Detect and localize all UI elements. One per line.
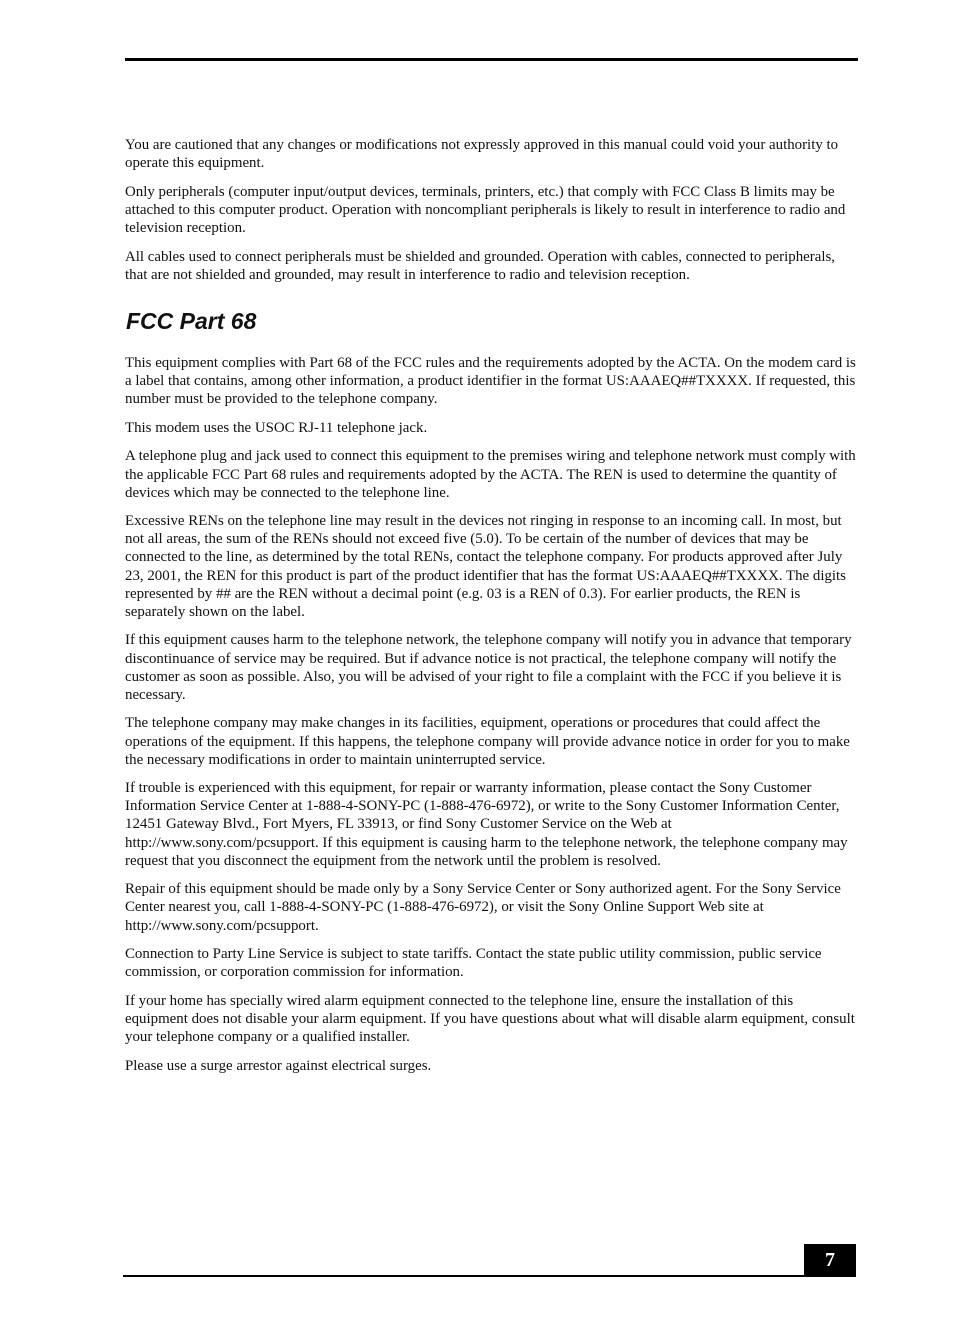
section-paragraph-3: A telephone plug and jack used to connect this equipment to the premises wiring and telephone network must comply with the applicable FCC Part 68 rules and requirements adopted by the ACTA. The REN is used to determine the quantity of devices which may be connected to the telephone line.	[125, 448, 856, 501]
section-paragraph-8: Repair of this equipment should be made only by a Sony Service Center or Sony authorized agent. For the Sony Service Center nearest you, call 1-888-4-SONY-PC (1-888-476-6972), or visit the Sony Online Support Web site at http://www.sony.com/pcsupport.	[125, 881, 841, 934]
section-paragraph-11: Please use a surge arrestor against electrical surges.	[125, 1057, 432, 1074]
page-number-badge	[804, 1244, 856, 1277]
section-heading: FCC Part 68	[126, 307, 257, 334]
page-body	[125, 136, 857, 1086]
footer-rule	[123, 1275, 856, 1277]
section-paragraph-7: If trouble is experienced with this equipment, for repair or warranty information, please contact the Sony Customer Information Service Center at 1-888-4-SONY-PC (1-888-476-6972), or write to the Sony Customer Information Center, 12451 Gateway Blvd., Fort Myers, FL 33913, or find Sony Customer Service on the Web at http://www.sony.com/pcsupport. If this equipment is causing harm to the telephone network, the telephone company may request that you disconnect the equipment from the network until the problem is resolved.	[125, 780, 848, 869]
page-number: 7	[825, 1249, 835, 1271]
intro-paragraph-3: All cables used to connect peripherals must be shielded and grounded. Operation with cables, connected to peripherals, that are not shielded and grounded, may result in interference to radio and television reception.	[125, 248, 835, 283]
intro-paragraph-2: Only peripherals (computer input/output devices, terminals, printers, etc.) that comply with FCC Class B limits may be attached to this computer product. Operation with noncompliant peripherals is likely to result in interference to radio and television reception.	[125, 183, 846, 236]
header-rule	[125, 58, 858, 61]
intro-paragraph-1: You are cautioned that any changes or modifications not expressly approved in this manual could void your authority to operate this equipment.	[125, 137, 839, 172]
section-paragraph-6: The telephone company may make changes in its facilities, equipment, operations or procedures that could affect the operations of the equipment. If this happens, the telephone company will provide advance notice in order for you to make the necessary modifications in order to maintain uninterrupted service.	[125, 715, 850, 768]
section-paragraph-1: This equipment complies with Part 68 of the FCC rules and the requirements adopted by the ACTA. On the modem card is a label that contains, among other information, a product identifier in the format US:AAAEQ##TXXXX. If requested, this number must be provided to the telephone company.	[125, 354, 856, 408]
section-paragraph-10: If your home has specially wired alarm equipment connected to the telephone line, ensure the installation of this equipment does not disable your alarm equipment. If you have questions about what will disable alarm equipment, consult your telephone company or a qualified installer.	[125, 993, 855, 1046]
section-paragraph-9: Connection to Party Line Service is subject to state tariffs. Contact the state public utility commission, public service commission, or corporation commission for information.	[125, 946, 822, 981]
section-paragraph-2: This modem uses the USOC RJ-11 telephone jack.	[125, 419, 428, 436]
section-paragraph-5: If this equipment causes harm to the telephone network, the telephone company will notify you in advance that temporary discontinuance of service may be required. But if advance notice is not practical, the telephone company will notify the customer as soon as possible. Also, you will be advised of your right to file a complaint with the FCC if you believe it is necessary.	[125, 632, 852, 703]
section-paragraph-4: Excessive RENs on the telephone line may result in the devices not ringing in response to an incoming call. In most, but not all areas, the sum of the RENs should not exceed five (5.0). To be certain of the number of devices that may be connected to the line, as determined by the total RENs, contact the telephone company. For products approved after July 23, 2001, the REN for this product is part of the product identifier that has the format US:AAAEQ##TXXXX. The digits represented by ## are the REN without a decimal point (e.g. 03 is a REN of 0.3). For earlier products, the REN is separately shown on the label.	[125, 513, 846, 620]
